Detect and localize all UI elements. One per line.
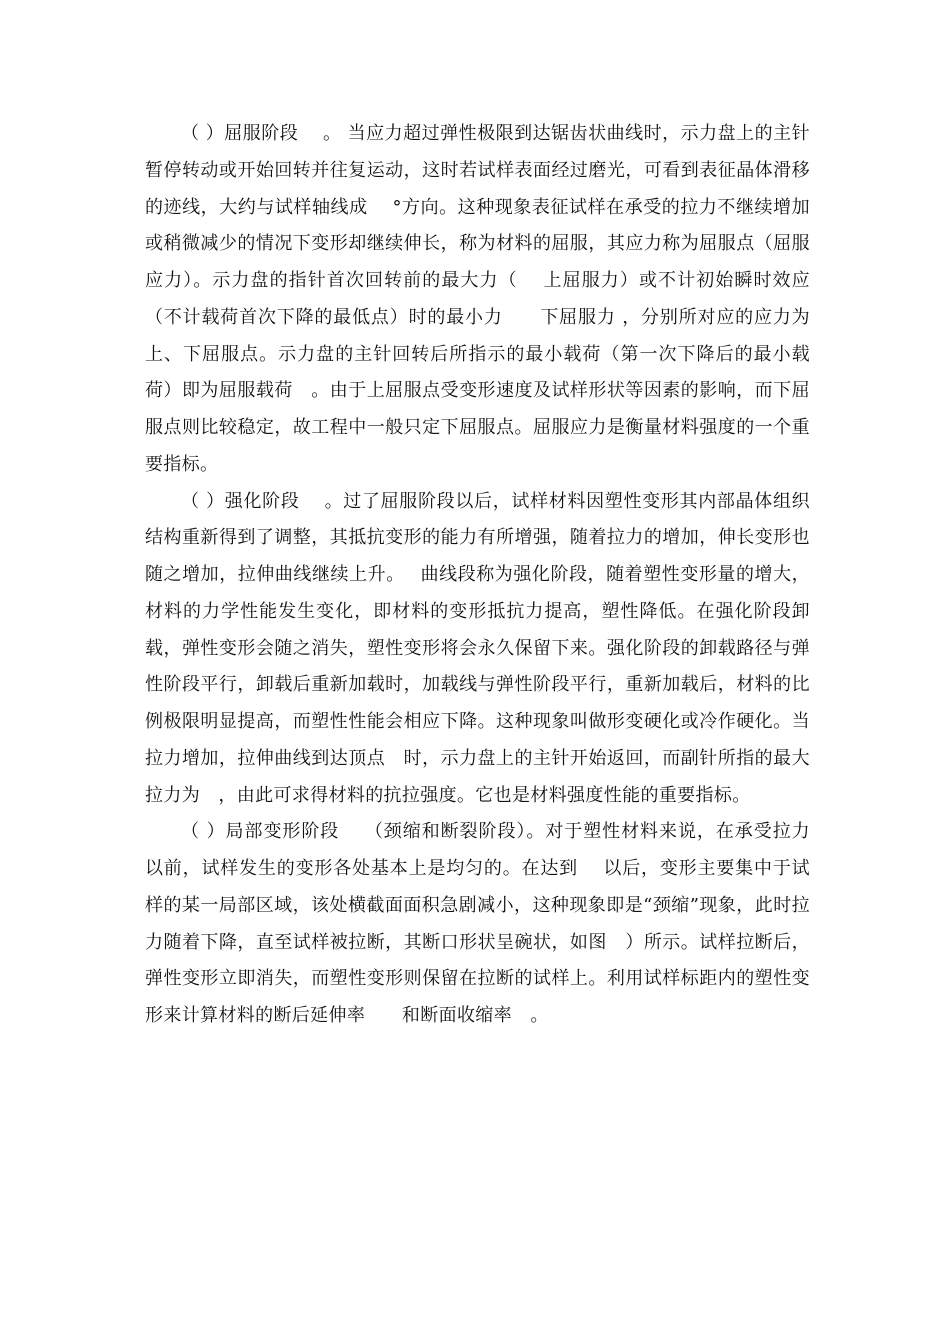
document-body xyxy=(145,116,829,1035)
paragraph-strengthening-stage: （ ）强化阶段 。过了屈服阶段以后，试样材料因塑性变形其内部晶体组织结构重新得到了调整，其抵抗变形的能力有所增强，随着拉力的增加，伸长变形也随之增加，拉伸曲线继续上升。 曲线段称为强化阶段，随着塑性变形量的增大，材料的力学性能发生变化，即材料的变形抵抗力提高，塑性降低。在强化阶段卸载，弹性变形会随之消失，塑性变形将会永久保留下来。强化阶段的卸载路径与弹性阶段平行，卸载后重新加载时，加载线与弹性阶段平行，重新加载后，材料的比例极限明显提高，而塑性性能会相应下降。这种现象叫做形变硬化或冷作硬化。当拉力增加，拉伸曲线到达顶点 时，示力盘上的主针开始返回，而副针所指的最大拉力为 ，由此可求得材料的抗拉强度。它也是材料强度性能的重要指标。 xyxy=(145,490,810,806)
paragraph-necking-stage: （ ）局部变形阶段 （颈缩和断裂阶段）。对于塑性材料来说，在承受拉力 以前，试样发生的变形各处基本上是均匀的。在达到 以后，变形主要集中于试样的某一局部区域，该处横截面面积急剧减小，这种现象即是“颈缩”现象，此时拉力随着下降，直至试样被拉断，其断口形状呈碗状，如图 ）所示。试样拉断后，弹性变形立即消失，而塑性变形则保留在拉断的试样上。利用试样标距内的塑性变形来计算材料的断后延伸率 和断面收缩率 。 xyxy=(145,821,829,1026)
paragraph-yield-stage: （ ）屈服阶段 。 当应力超过弹性极限到达锯齿状曲线时，示力盘上的主针暂停转动或开始回转并往复运动，这时若试样表面经过磨光，可看到表征晶体滑移的迹线，大约与试样轴线成 °方向。这种现象表征试样在承受的拉力不继续增加或稍微减少的情况下变形却继续伸长，称为材料的屈服，其应力称为屈服点（屈服应力）。示力盘的指针首次回转前的最大力（ 上屈服力）或不计初始瞬时效应（不计载荷首次下降的最低点）时的最小力 下屈服力 ，分别所对应的应力为上、下屈服点。示力盘的主针回转后所指示的最小载荷（第一次下降后的最小载荷）即为屈服载荷 。由于上屈服点受变形速度及试样形状等因素的影响，而下屈服点则比较稳定，故工程中一般只定下屈服点。屈服应力是衡量材料强度的一个重要指标。 xyxy=(145,123,810,475)
